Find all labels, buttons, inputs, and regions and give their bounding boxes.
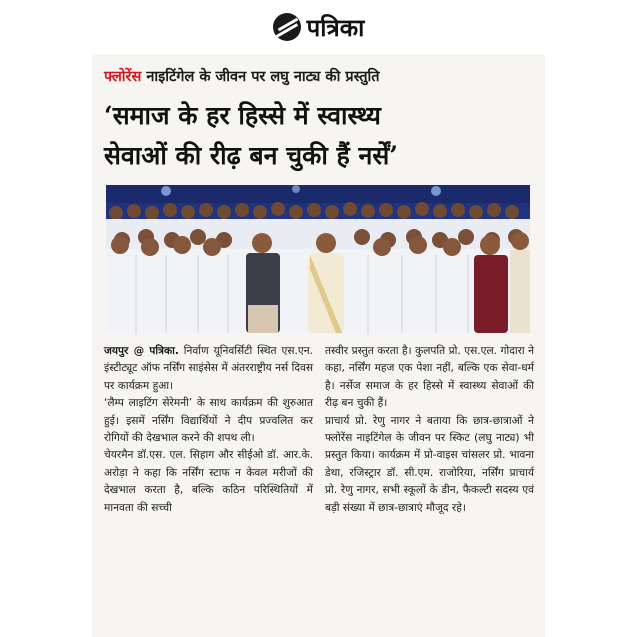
kicker-line (104, 66, 534, 86)
article-column-1 (104, 343, 313, 633)
article-body (104, 343, 534, 633)
kicker-highlight: फ्लोरेंस (104, 69, 142, 85)
masthead (92, 0, 545, 54)
globe-logo-icon (273, 13, 301, 41)
headline-line-2: सेवाओं की रीढ़ बन चुकी हैं नर्सें’ (104, 141, 398, 170)
newspaper-clipping (92, 0, 545, 637)
brand-name: पत्रिका (306, 12, 365, 42)
group-photo-icon (106, 185, 530, 333)
paragraph: तस्वीर प्रस्तुत करता है। कुलपति प्रो. एस.एल. गोदारा ने कहा, नर्सिंग महज एक पेशा नहीं, बल्कि एक सेवा-धर्म है। नर्सेज समाज के हर हिस्से में स्वास्थ्य सेवाओं की रीढ़ बन चुकी हैं। (325, 345, 534, 410)
paragraph: जयपुर @ पत्रिका. निर्वाण यूनिवर्सिटी स्थित एस.एन. इंस्टीट्यूट ऑफ नर्सिंग साइंसेस में अंतरराष्ट्रीय नर्स दिवस पर कार्यक्रम हुआ। (104, 345, 313, 392)
headline (104, 96, 534, 176)
dateline: जयपुर @ पत्रिका. (104, 345, 179, 357)
headline-line-1: ‘समाज के हर हिस्से में स्वास्थ्य (104, 101, 381, 130)
paragraph: ‘लैम्प लाइटिंग सेरेमनी’ के साथ कार्यक्रम की शुरुआत हुई। इसमें नर्सिंग विद्यार्थियों ने दीप प्रज्वलित कर रोगियों की देखभाल करने की शपथ ली। (104, 397, 313, 445)
group-photo (106, 185, 530, 333)
paragraph: प्राचार्य प्रो. रेणु नागर ने बताया कि छात्र-छात्राओं ने फ्लोरेंस नाइटिंगेल के जीवन पर स्किट (लघु नाट्य) भी प्रस्तुत किया। कार्यक्रम में प्रो-वाइस चांसलर प्रो. भावना डेथा, रजिस्ट्रार डॉ. सी.एम. राजोरिया, नर्सिंग प्राचार्य प्रो. रेणु नागर, सभी स्कूलों के डीन, फैकल्टी सदस्य एवं बड़ी संख्या में छात्र-छात्राएं मौजूद रहे। (325, 414, 534, 514)
article-column-2 (325, 343, 534, 633)
paragraph: चेयरमैन डॉ.एस. एल. सिहाग और सीईओ डॉ. आर.के. अरोड़ा ने कहा कि नर्सिंग स्टाफ न केवल मरीजों की देखभाल करता है, बल्कि कठिन परिस्थितियों में मानवता की सच्ची (104, 449, 313, 514)
kicker-rest: नाइटिंगेल के जीवन पर लघु नाट्य की प्रस्तुति (141, 69, 380, 85)
